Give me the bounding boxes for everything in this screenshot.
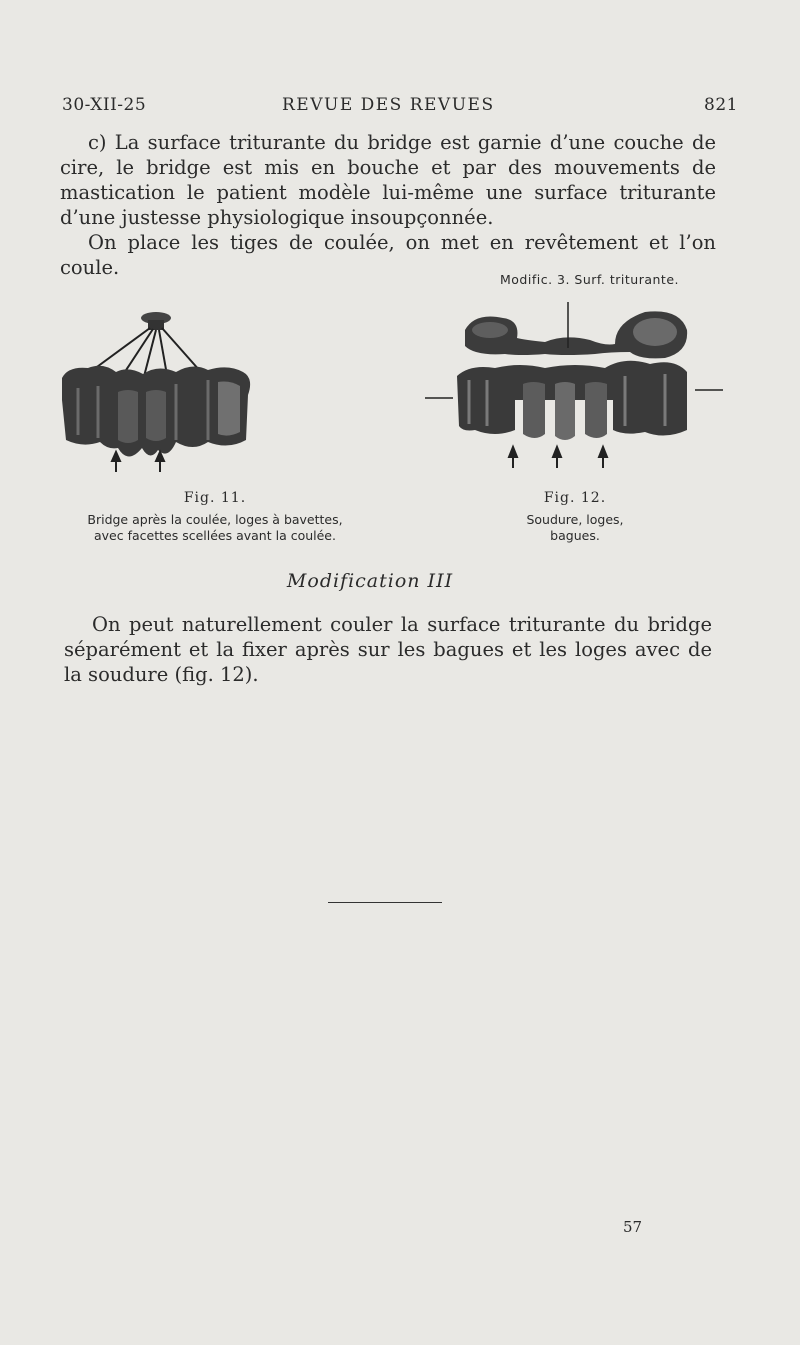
figure-11-caption bbox=[50, 490, 380, 544]
paragraph: On peut naturellement couler la surface triturante du bridge séparément et la fixer après sur les bagues et les loges avec de la soudure (fig. 12). bbox=[64, 613, 712, 686]
paragraph: c) La surface triturante du bridge est garnie d’une couche de cire, le bridge est mis en bouche et par des mouvements de mastication le patient modèle lui-même une surface triturante d’une justesse physiologique insoupçonnée. bbox=[60, 131, 716, 229]
figure-12-number: Fig. 12. bbox=[543, 490, 607, 506]
figure-12-caption-line2: bagues. bbox=[550, 528, 600, 543]
figure-11-caption-line1: Bridge après la coulée, loges à bavettes, bbox=[87, 512, 343, 527]
section-end-rule bbox=[328, 902, 442, 903]
signature-mark: 57 bbox=[623, 1218, 643, 1236]
figure-12-caption-line1: Soudure, loges, bbox=[526, 512, 624, 527]
figure-11-number: Fig. 11. bbox=[183, 490, 247, 506]
body-text-top bbox=[60, 130, 716, 280]
figure-11-illustration bbox=[58, 300, 258, 490]
paragraph: On place les tiges de coulée, on met en revêtement et l’on coule. bbox=[60, 231, 716, 279]
figure-12-label: Modific. 3. Surf. triturante. bbox=[500, 272, 679, 287]
header-page-number: 821 bbox=[704, 95, 738, 115]
figure-12-illustration bbox=[425, 300, 725, 475]
figure-12-caption bbox=[490, 490, 660, 544]
header-date: 30-XII-25 bbox=[62, 95, 147, 115]
header-journal-title: REVUE DES REVUES bbox=[282, 95, 495, 115]
section-subheading: Modification III bbox=[286, 570, 454, 592]
figure-11-caption-line2: avec facettes scellées avant la coulée. bbox=[94, 528, 336, 543]
running-header bbox=[62, 95, 738, 121]
body-text-bottom bbox=[64, 612, 712, 687]
